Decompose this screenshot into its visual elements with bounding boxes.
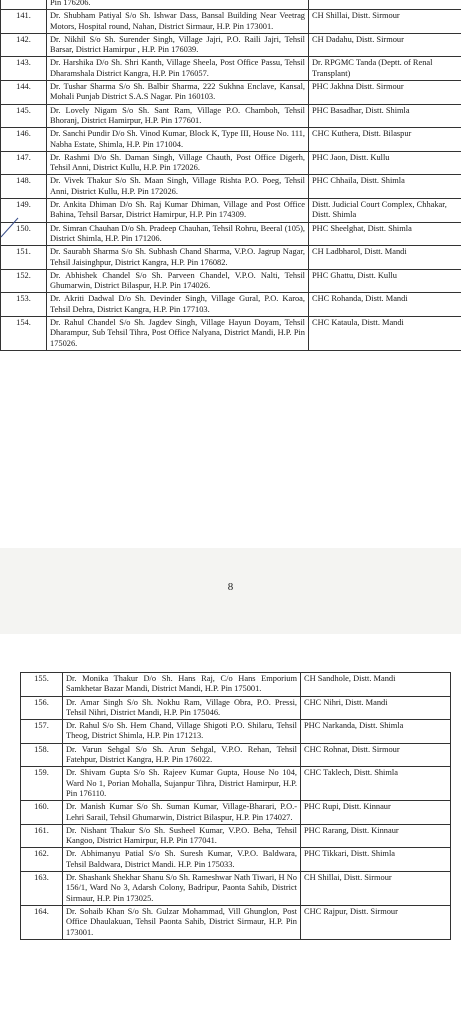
serial-number-cell: 152. xyxy=(1,269,47,293)
posting-place-cell: PHC Basadhar, Distt. Shimla xyxy=(309,104,461,128)
table-row xyxy=(1,269,461,293)
table-row xyxy=(21,743,451,767)
serial-number-cell: 161. xyxy=(21,824,63,848)
serial-number-cell: 156. xyxy=(21,696,63,720)
posting-place-cell xyxy=(309,0,461,10)
table-row xyxy=(1,246,461,270)
table-row xyxy=(21,767,451,801)
posting-table-bottom-body xyxy=(21,673,451,940)
serial-number-cell: 164. xyxy=(21,905,63,939)
table-row xyxy=(1,57,461,81)
serial-number-cell: 150. xyxy=(1,222,47,246)
serial-number-cell: 158. xyxy=(21,743,63,767)
posting-place-cell: CHC Taklech, Distt. Shimla xyxy=(301,767,451,801)
serial-number-cell: 146. xyxy=(1,128,47,152)
table-row xyxy=(1,151,461,175)
name-address-cell: Dr. Ankita Dhiman D/o Sh. Raj Kumar Dhiman, Village and Post Office Bahina, Tehsil Barsar, District Hamirpur, H.P. Pin 174309. xyxy=(47,199,309,223)
name-address-cell: Pin 176206. xyxy=(47,0,309,10)
pen-stroke-mark xyxy=(0,215,20,239)
table-row xyxy=(21,872,451,906)
posting-place-cell: PHC Sheelghat, Distt. Shimla xyxy=(309,222,461,246)
name-address-cell: Dr. Rahul Chandel S/o Sh. Jagdev Singh, Village Hayun Doyam, Tehsil Dharampur, Sub Tehsil Tihra, Post Office Nalyana, District Mandi, H.P. Pin 175026. xyxy=(47,317,309,351)
name-address-cell: Dr. Shashank Shekhar Shanu S/o Sh. Rameshwar Nath Tiwari, H No 156/1, Ward No 3, Adarsh Colony, Badripur, Paonta Sahib, District Sirmaur, H.P. Pin 173025. xyxy=(63,872,301,906)
serial-number-cell: 143. xyxy=(1,57,47,81)
serial-number-cell: 141. xyxy=(1,10,47,34)
page-number: 8 xyxy=(227,581,234,593)
name-address-cell: Dr. Varun Sehgal S/o Sh. Arun Sehgal, V.P.O. Rehan, Tehsil Fatehpur, District Kangra, H.P. Pin 176022. xyxy=(63,743,301,767)
name-address-cell: Dr. Shivam Gupta S/o Sh. Rajeev Kumar Gupta, House No 104, Ward No 1, Porian Mohalla, Sujanpur Tihra, District Hamirpur, H.P. Pin 176110. xyxy=(63,767,301,801)
posting-place-cell: PHC Chhaila, Distt. Shimla xyxy=(309,175,461,199)
name-address-cell: Dr. Vivek Thakur S/o Sh. Maan Singh, Village Rishta P.O. Poeg, Tehsil Anni, District Kullu, H.P. Pin 172026. xyxy=(47,175,309,199)
table-row xyxy=(21,720,451,744)
name-address-cell: Dr. Simran Chauhan D/o Sh. Pradeep Chauhan, Tehsil Rohru, Beeral (105), District Shimla, H.P. Pin 171206. xyxy=(47,222,309,246)
table-row xyxy=(1,175,461,199)
name-address-cell: Dr. Shubham Patiyal S/o Sh. Ishwar Dass, Bansal Building Near Veetrag Motors, Hospital round, Nahan, District Sirmaur, H.P. Pin 173001. xyxy=(47,10,309,34)
table-row xyxy=(1,33,461,57)
serial-number-cell: 157. xyxy=(21,720,63,744)
posting-place-cell: CH Sandhole, Distt. Mandi xyxy=(301,673,451,697)
name-address-cell: Dr. Tushar Sharma S/o Sh. Balbir Sharma, 222 Sukhna Enclave, Kansal, Mohali Punjab District S.A.S Nagar. Pin 160103. xyxy=(47,81,309,105)
serial-number-cell: 151. xyxy=(1,246,47,270)
name-address-cell: Dr. Amar Singh S/o Sh. Nokhu Ram, Village Obra, P.O. Pressi, Tehsil Nihri, District Mandi, H.P. Pin 175046. xyxy=(63,696,301,720)
posting-place-cell: Dr. RPGMC Tanda (Deptt. of Renal Transplant) xyxy=(309,57,461,81)
posting-place-cell: PHC Jakhna Distt. Sirmour xyxy=(309,81,461,105)
table-row xyxy=(21,673,451,697)
posting-place-cell: CH Dadahu, Distt. Sirmour xyxy=(309,33,461,57)
name-address-cell: Dr. Abhimanyu Patial S/o Sh. Suresh Kumar, V.P.O. Baldwara, Tehsil Baldwara, District Mandi. H.P. Pin 175033. xyxy=(63,848,301,872)
posting-table-top xyxy=(0,0,461,351)
serial-number-cell: 159. xyxy=(21,767,63,801)
name-address-cell: Dr. Nikhil S/o Sh. Surender Singh, Village Jajri, P.O. Raili Jajri, Tehsil Barsar, District Hamirpur , H.P. Pin 176039. xyxy=(47,33,309,57)
table-row xyxy=(1,10,461,34)
table-row xyxy=(1,128,461,152)
serial-number-cell: 155. xyxy=(21,673,63,697)
posting-place-cell: PHC Rarang, Distt. Kinnaur xyxy=(301,824,451,848)
document-page-bottom xyxy=(0,634,461,1024)
serial-number-cell: 160. xyxy=(21,801,63,825)
posting-place-cell: PHC Rupi, Distt. Kinnaur xyxy=(301,801,451,825)
name-address-cell: Dr. Rahul S/o Sh. Hem Chand, Village Shigoti P.O. Shilaru, Tehsil Theog, District Shimla, H.P. Pin 171213. xyxy=(63,720,301,744)
table-row xyxy=(1,222,461,246)
table-row xyxy=(21,848,451,872)
serial-number-cell: 148. xyxy=(1,175,47,199)
table-row xyxy=(21,824,451,848)
posting-place-cell: CHC Rohanda, Distt. Mandi xyxy=(309,293,461,317)
serial-number-cell: 145. xyxy=(1,104,47,128)
name-address-cell: Dr. Sohaib Khan S/o Sh. Gulzar Mohammad, Vill Ghunglon, Post Office Dhaulakuan, Tehsil Paonta Sahib, District Sirmaur, H.P. Pin 173001. xyxy=(63,905,301,939)
name-address-cell: Dr. Akriti Dadwal D/o Sh. Devinder Singh, Village Gural, P.O. Karoa, Tehsil Dehra, District Kangra, H.P. Pin 177103. xyxy=(47,293,309,317)
table-row xyxy=(1,104,461,128)
serial-number-cell xyxy=(1,0,47,10)
serial-number-cell: 153. xyxy=(1,293,47,317)
posting-place-cell: CH Shillai, Distt. Sirmour xyxy=(301,872,451,906)
name-address-cell: Dr. Saurabh Sharma S/o Sh. Subhash Chand Sharma, V.P.O. Jagrup Nagar, Tehsil Jaisinghpur, District Kangra, H.P. Pin 176082. xyxy=(47,246,309,270)
posting-place-cell: CHC Nihri, Distt. Mandi xyxy=(301,696,451,720)
serial-number-cell: 163. xyxy=(21,872,63,906)
table-row xyxy=(21,905,451,939)
posting-place-cell: PHC Ghattu, Distt. Kullu xyxy=(309,269,461,293)
table-row xyxy=(1,293,461,317)
posting-place-cell: Distt. Judicial Court Complex, Chhakar, Distt. Shimla xyxy=(309,199,461,223)
posting-place-cell: CH Ladbharol, Distt. Mandi xyxy=(309,246,461,270)
posting-place-cell: CHC Rajpur, Distt. Sirmour xyxy=(301,905,451,939)
table-row xyxy=(21,696,451,720)
serial-number-cell: 149. xyxy=(1,199,47,223)
name-address-cell: Dr. Monika Thakur D/o Sh. Hans Raj, C/o Hans Emporium Samkhetar Bazar Mandi, District Mandi, H.P. Pin 175001. xyxy=(63,673,301,697)
name-address-cell: Dr. Abhishek Chandel S/o Sh. Parveen Chandel, V.P.O. Nalti, Tehsil Ghumarwin, District Bilaspur, H.P. Pin 174026. xyxy=(47,269,309,293)
serial-number-cell: 154. xyxy=(1,317,47,351)
name-address-cell: Dr. Sanchi Pundir D/o Sh. Vinod Kumar, Block K, Type III, House No. 111, Nabha Estate, Shimla, H.P. Pin 171004. xyxy=(47,128,309,152)
table-row xyxy=(1,0,461,10)
name-address-cell: Dr. Nishant Thakur S/o Sh. Susheel Kumar, V.P.O. Beha, Tehsil Kangoo, District Hamirpur, H.P. Pin 177041. xyxy=(63,824,301,848)
name-address-cell: Dr. Lovely Nigam S/o Sh. Sant Ram, Village P.O. Chamboh, Tehsil Bhoranj, District Hamirpur, H.P. Pin 177601. xyxy=(47,104,309,128)
table-row xyxy=(1,199,461,223)
posting-place-cell: CHC Rohnat, Distt. Sirmour xyxy=(301,743,451,767)
posting-place-cell: CH Shillai, Distt. Sirmour xyxy=(309,10,461,34)
table-row xyxy=(1,317,461,351)
name-address-cell: Dr. Manish Kumar S/o Sh. Suman Kumar, Village-Bharari, P.O.- Lehri Sarail, Tehsil Ghumarwin, District Bilaspur, H.P. Pin 174027. xyxy=(63,801,301,825)
posting-place-cell: PHC Narkanda, Distt. Shimla xyxy=(301,720,451,744)
serial-number-cell: 142. xyxy=(1,33,47,57)
serial-number-cell: 144. xyxy=(1,81,47,105)
posting-place-cell: CHC Kataula, Distt. Mandi xyxy=(309,317,461,351)
posting-table-top-body xyxy=(1,0,461,350)
posting-place-cell: CHC Kuthera, Distt. Bilaspur xyxy=(309,128,461,152)
posting-table-bottom xyxy=(20,672,451,940)
name-address-cell: Dr. Harshika D/o Sh. Shri Kanth, Village Sheela, Post Office Passu, Tehsil Dharamshala District Kangra, H.P. Pin 176057. xyxy=(47,57,309,81)
serial-number-cell: 162. xyxy=(21,848,63,872)
posting-place-cell: PHC Tikkari, Distt. Shimla xyxy=(301,848,451,872)
posting-place-cell: PHC Jaon, Distt. Kullu xyxy=(309,151,461,175)
table-row xyxy=(1,81,461,105)
name-address-cell: Dr. Rashmi D/o Sh. Daman Singh, Village Chauth, Post Office Digerh, Tehsil Anni, District Kullu, H.P. Pin 172026. xyxy=(47,151,309,175)
serial-number-cell: 147. xyxy=(1,151,47,175)
table-row xyxy=(21,801,451,825)
